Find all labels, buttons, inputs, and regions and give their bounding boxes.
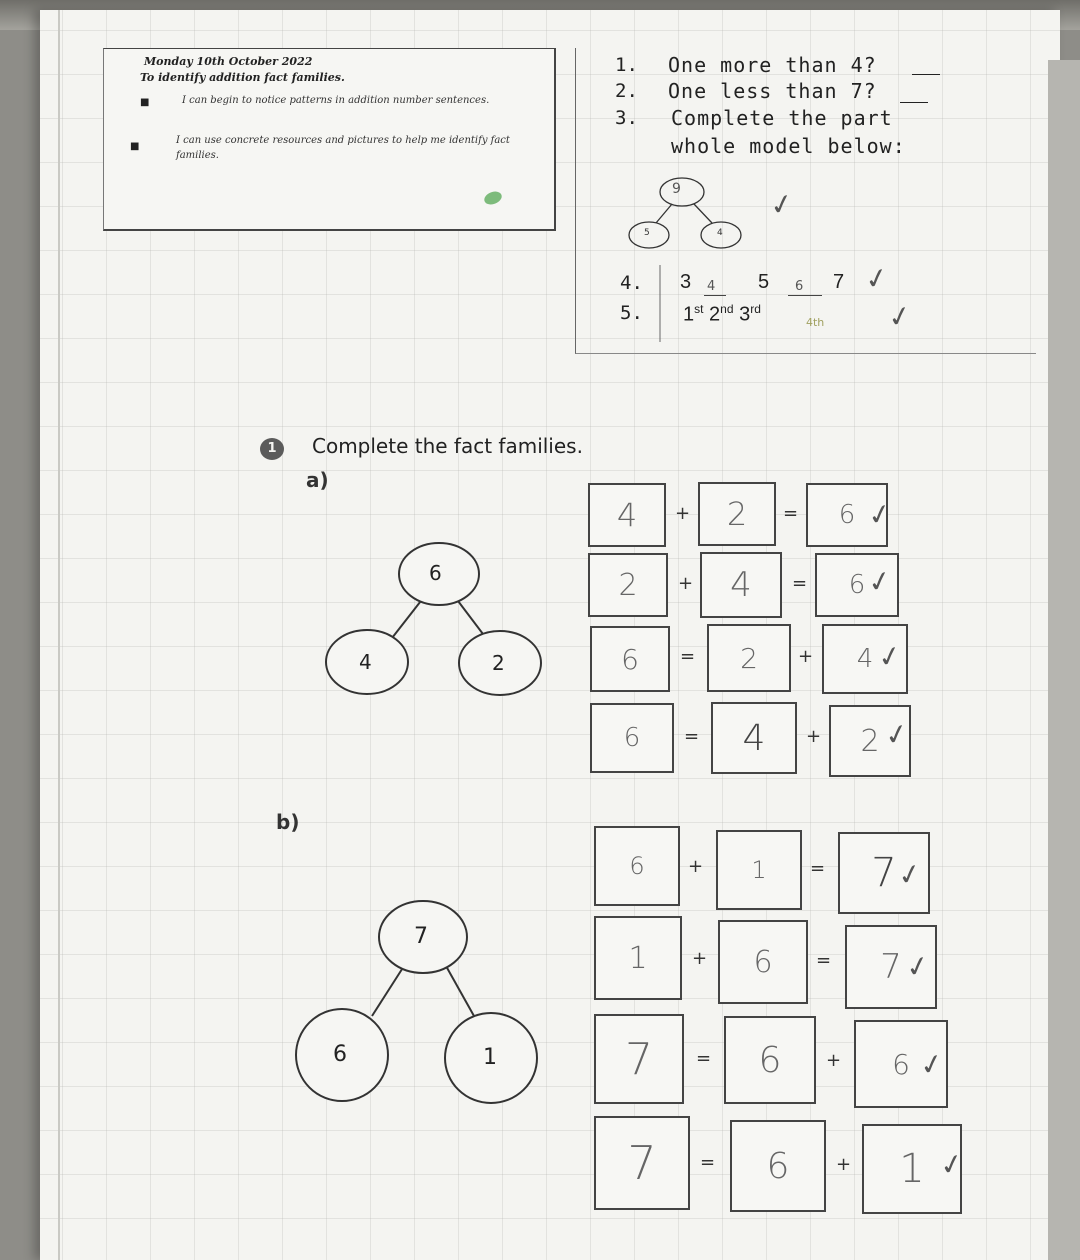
tick-mark: ✓ bbox=[881, 715, 912, 754]
fact-value: 6 bbox=[838, 500, 856, 530]
task-title: Complete the fact families. bbox=[312, 434, 583, 458]
part-b-right-part: 1 bbox=[483, 1045, 497, 1070]
fact-value: 2 bbox=[618, 567, 638, 603]
objective-bullet-2: I can use concrete resources and pictures to help me identify fact families. bbox=[176, 135, 510, 161]
objective-bullet-1: I can begin to notice patterns in addition number sentences. bbox=[182, 95, 490, 106]
part-a-whole: 6 bbox=[429, 561, 442, 585]
fact-box[interactable] bbox=[711, 702, 797, 774]
operator: + bbox=[678, 573, 694, 594]
fact-box[interactable] bbox=[594, 1014, 684, 1104]
operator: + bbox=[806, 726, 822, 747]
tick-mark: ✓ bbox=[916, 1045, 947, 1084]
ordinal-2: 2 bbox=[709, 303, 721, 326]
sequence-3: 3 bbox=[680, 271, 692, 293]
bullet-dot: ■ bbox=[130, 141, 140, 152]
fact-value: 7 bbox=[880, 947, 902, 987]
operator: + bbox=[836, 1154, 852, 1175]
ordinal-3: 3 bbox=[739, 303, 751, 326]
question-1-text: One more than 4? bbox=[668, 53, 877, 77]
fact-box[interactable] bbox=[588, 483, 666, 547]
fact-value: 4 bbox=[616, 496, 638, 534]
warmup-whole-value: 9 bbox=[672, 181, 681, 197]
fact-box[interactable] bbox=[594, 826, 680, 906]
operator: = bbox=[684, 726, 700, 747]
fact-value: 6 bbox=[623, 723, 641, 753]
tick-mark: ✓ bbox=[902, 947, 933, 986]
ordinal-suffix: rd bbox=[750, 302, 761, 316]
operator: = bbox=[783, 503, 799, 524]
fact-value: 2 bbox=[726, 495, 748, 533]
fact-value: 6 bbox=[758, 1039, 782, 1081]
fact-box[interactable] bbox=[700, 552, 782, 618]
fact-value: 6 bbox=[629, 852, 645, 880]
question-5-number: 5. bbox=[620, 302, 643, 324]
fact-box[interactable] bbox=[724, 1016, 816, 1104]
operator: + bbox=[675, 503, 691, 524]
fact-box[interactable] bbox=[590, 626, 670, 692]
part-a-right-part: 2 bbox=[492, 651, 505, 675]
part-a-label: a) bbox=[306, 468, 329, 492]
operator: + bbox=[826, 1050, 842, 1071]
fact-value: 7 bbox=[871, 850, 897, 896]
question-3-number: 3. bbox=[615, 107, 638, 129]
fact-box[interactable] bbox=[730, 1120, 826, 1212]
tick-mark: ✓ bbox=[864, 562, 895, 601]
sequence-5: 5 bbox=[758, 271, 770, 293]
fact-value: 6 bbox=[753, 944, 773, 980]
part-b-left-part: 6 bbox=[333, 1042, 347, 1067]
sequence-7: 7 bbox=[833, 271, 845, 293]
warmup-part-left: 5 bbox=[644, 228, 650, 238]
fact-value: 4 bbox=[742, 717, 766, 759]
fact-value: 2 bbox=[860, 723, 880, 759]
objective-title: To identify addition fact families. bbox=[140, 71, 345, 84]
operator: = bbox=[792, 573, 808, 594]
part-b-label: b) bbox=[276, 810, 300, 834]
fact-value: 6 bbox=[892, 1047, 910, 1081]
tick-mark: ✓ bbox=[894, 855, 925, 894]
fact-value: 1 bbox=[751, 856, 767, 884]
fact-value: 6 bbox=[621, 642, 639, 676]
ordinal-answer: 4th bbox=[806, 316, 825, 329]
fact-value: 6 bbox=[766, 1145, 790, 1187]
fact-box[interactable] bbox=[590, 703, 674, 773]
tick-mark: ✓ bbox=[766, 185, 797, 224]
operator: = bbox=[700, 1152, 716, 1173]
tick-mark: ✓ bbox=[884, 297, 915, 336]
fact-value: 4 bbox=[730, 565, 752, 605]
sequence-answer-4: 4 bbox=[707, 279, 716, 294]
operator: = bbox=[816, 950, 832, 971]
operator: + bbox=[798, 646, 814, 667]
objective-date: Monday 10th October 2022 bbox=[144, 55, 313, 68]
operator: = bbox=[810, 858, 826, 879]
fact-box[interactable] bbox=[588, 553, 668, 617]
fact-value: 7 bbox=[625, 1033, 653, 1085]
tick-mark: ✓ bbox=[864, 495, 895, 534]
operator: = bbox=[696, 1048, 712, 1069]
fact-value: 7 bbox=[627, 1136, 657, 1190]
operator: = bbox=[680, 646, 696, 667]
fact-value: 1 bbox=[628, 940, 648, 976]
question-2-number: 2. bbox=[615, 80, 638, 102]
part-b-whole: 7 bbox=[414, 924, 428, 949]
fact-value: 1 bbox=[899, 1146, 925, 1192]
ordinal-suffix: nd bbox=[720, 302, 734, 316]
tick-mark: ✓ bbox=[936, 1145, 967, 1184]
operator: + bbox=[688, 856, 704, 877]
operator: + bbox=[692, 948, 708, 969]
fact-box[interactable] bbox=[594, 1116, 690, 1210]
question-4-number: 4. bbox=[620, 272, 643, 294]
fact-box[interactable] bbox=[718, 920, 808, 1004]
ordinal-suffix: st bbox=[694, 302, 704, 316]
ordinal-1: 1 bbox=[683, 303, 695, 326]
question-2-text: One less than 7? bbox=[668, 79, 877, 103]
fact-value: 2 bbox=[740, 641, 758, 675]
fact-box[interactable] bbox=[707, 624, 791, 692]
warmup-part-right: 4 bbox=[717, 228, 723, 238]
question-3-text-cont: whole model below: bbox=[671, 134, 906, 158]
tick-mark: ✓ bbox=[861, 259, 892, 298]
fact-value: 6 bbox=[848, 570, 866, 600]
tick-mark: ✓ bbox=[874, 637, 905, 676]
fact-box[interactable] bbox=[716, 830, 802, 910]
question-3-text: Complete the part bbox=[671, 106, 893, 130]
bullet-dot: ■ bbox=[140, 97, 150, 108]
part-a-left-part: 4 bbox=[359, 650, 372, 674]
fact-value: 4 bbox=[856, 644, 874, 674]
sequence-answer-6: 6 bbox=[795, 279, 804, 294]
fact-box[interactable] bbox=[594, 916, 682, 1000]
question-1-number: 1. bbox=[615, 54, 638, 76]
fact-box[interactable] bbox=[698, 482, 776, 546]
question-badge: 1 bbox=[260, 438, 284, 460]
